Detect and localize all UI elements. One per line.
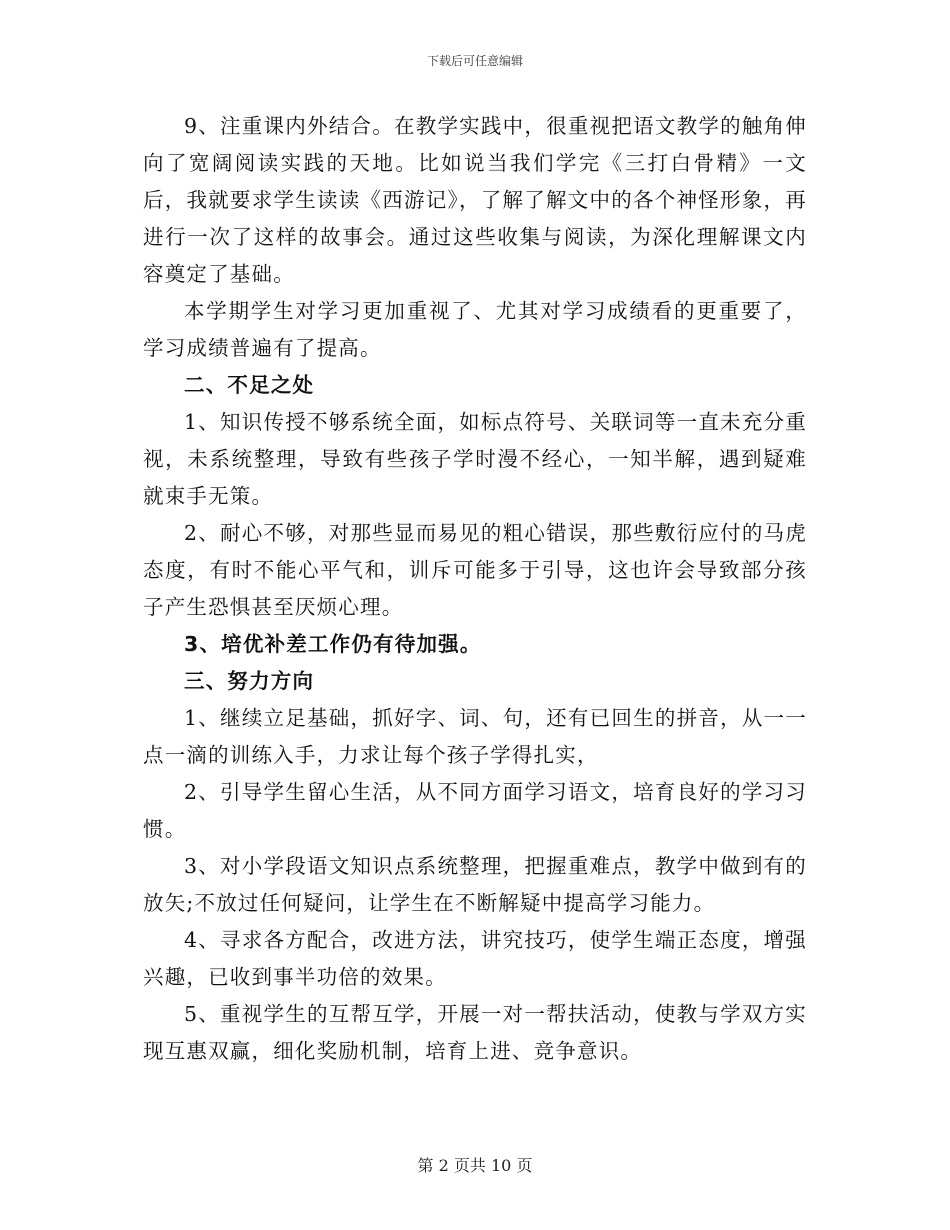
paragraph-direction-4: 4、寻求各方配合，改进方法，讲究技巧，使学生端正态度，增强兴趣，已收到事半功倍的效果。 (143, 928, 807, 989)
paragraph-direction-1: 1、继续立足基础，抓好字、词、句，还有已回生的拼音，从一一点一滴的训练入手，力求让每个孩子学得扎实， (143, 706, 807, 767)
paragraph-direction-2: 2、引导学生留心生活，从不同方面学习语文，培育良好的学习习惯。 (143, 780, 807, 841)
page-number-footer: 第 2 页共 10 页 (417, 1156, 533, 1175)
paragraph-shortcoming-2: 2、耐心不够，对那些显而易见的粗心错误，那些敷衍应付的马虎态度，有时不能心平气和，训斥可能多于引导，这也许会导致部分孩子产生恐惧甚至厌烦心理。 (143, 521, 807, 619)
paragraph-direction-3: 3、对小学段语文知识点系统整理，把握重难点，教学中做到有的放矢;不放过任何疑问，让学生在不断解疑中提高学习能力。 (143, 854, 807, 915)
paragraph-item-9: 9、注重课内外结合。在教学实践中，很重视把语文教学的触角伸向了宽阔阅读实践的天地。比如说当我们学完《三打白骨精》一文后，我就要求学生读读《西游记》，了解了解文中的各个神怪形象，再进行一次了这样的故事会。通过这些收集与阅读，为深化理解课文内容奠定了基础。 (143, 114, 807, 286)
section-heading-direction: 三、努力方向 (184, 669, 315, 693)
document-body (143, 108, 807, 1070)
page-header: 下载后可任意编辑 (426, 54, 523, 68)
paragraph-shortcoming-3: 3、培优补差工作仍有待加强。 (184, 632, 482, 656)
paragraph-summary: 本学期学生对学习更加重视了、尤其对学习成绩看的更重要了，学习成绩普遍有了提高。 (143, 299, 807, 360)
paragraph-shortcoming-1: 1、知识传授不够系统全面，如标点符号、关联词等一直未充分重视，未系统整理，导致有些孩子学时漫不经心，一知半解，遇到疑难就束手无策。 (143, 410, 807, 508)
section-heading-shortcomings: 二、不足之处 (184, 373, 315, 397)
paragraph-direction-5: 5、重视学生的互帮互学，开展一对一帮扶活动，使教与学双方实现互惠双赢，细化奖励机制，培育上进、竞争意识。 (143, 1002, 807, 1063)
